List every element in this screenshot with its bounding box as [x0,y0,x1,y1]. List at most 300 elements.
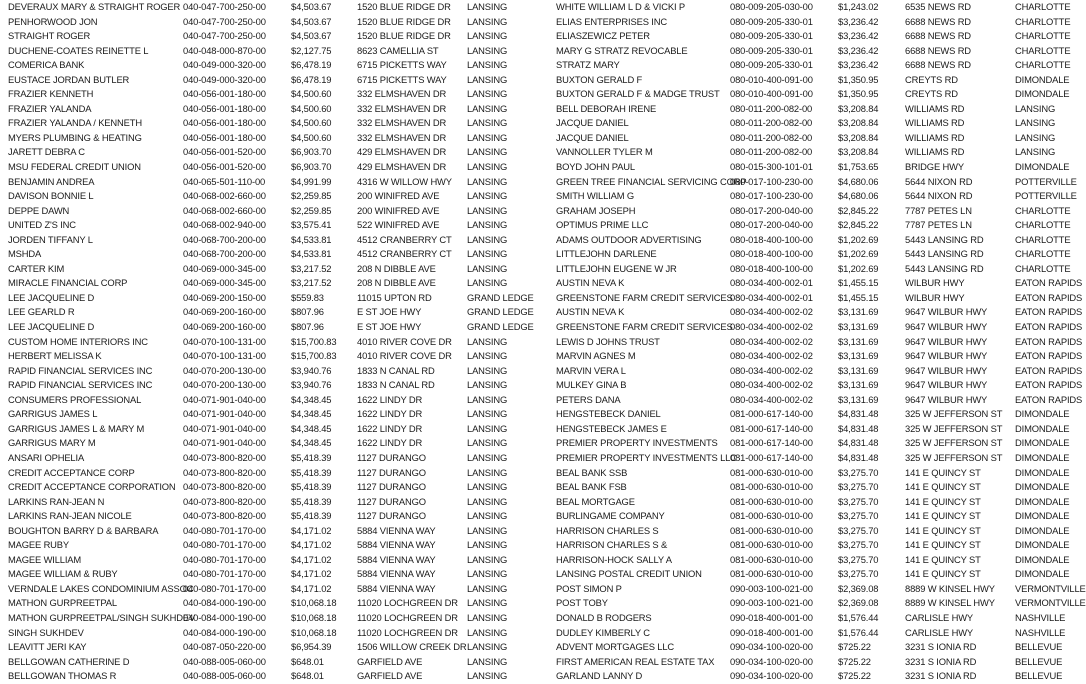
property-address: WILLIAMS RD [905,146,965,158]
amount: $5,418.39 [291,510,332,522]
amount: $4,171.02 [291,568,332,580]
city: EATON RAPIDS [1015,306,1083,318]
property-address: 141 E QUINCY ST [905,568,981,580]
city: BELLEVUE [1015,641,1063,653]
property-address: 6715 PICKETTS WAY [357,73,447,85]
property-address: CARLISLE HWY [905,626,974,638]
listing-row [0,15,540,30]
amount: $10,068.18 [291,597,337,609]
property-address: 9647 WILBUR HWY [905,350,988,362]
listing-row [548,567,1080,582]
amount: $3,208.84 [838,117,879,129]
parcel-number: 081-000-617-140-00 [730,422,813,434]
parcel-number: 081-000-630-010-00 [730,568,813,580]
listing-row [0,480,540,495]
city: DIMONDALE [1015,408,1070,420]
amount: $4,533.81 [291,233,332,245]
owner-name: PENHORWOOD JON [8,15,98,27]
parcel-number: 080-010-400-091-00 [730,73,813,85]
city: LANSING [467,408,508,420]
amount: $4,171.02 [291,582,332,594]
owner-name: PREMIER PROPERTY INVESTMENTS [556,437,718,449]
parcel-number: 080-034-400-002-02 [730,321,813,333]
city: LANSING [1015,102,1056,114]
listing-row [548,189,1080,204]
property-address: 5884 VIENNA WAY [357,553,436,565]
owner-name: SMITH WILLIAM G [556,190,634,202]
listing-row [548,29,1080,44]
city: LANSING [467,88,508,100]
parcel-number: 080-011-200-082-00 [730,131,813,143]
city: DIMONDALE [1015,422,1070,434]
amount: $2,845.22 [838,219,879,231]
owner-name: GREENSTONE FARM CREDIT SERVICES [556,291,733,303]
city: LANSING [467,539,508,551]
owner-name: BEAL BANK FSB [556,481,627,493]
city: LANSING [467,495,508,507]
listing-row [0,509,540,524]
listing-row [0,393,540,408]
owner-name: EUSTACE JORDAN BUTLER [8,73,130,85]
property-address: 9647 WILBUR HWY [905,306,988,318]
listing-row [0,655,540,670]
parcel-number: 080-011-200-082-00 [730,102,813,114]
listing-row [548,509,1080,524]
property-address: 429 ELMSHAVEN DR [357,161,447,173]
owner-name: LARKINS RAN-JEAN N [8,495,105,507]
amount: $1,455.15 [838,277,879,289]
property-address: 6715 PICKETTS WAY [357,59,447,71]
city: BELLEVUE [1015,655,1063,667]
owner-name: ELIAS ENTERPRISES INC [556,15,667,27]
parcel-number: 040-056-001-520-00 [183,146,266,158]
property-address: WILLIAMS RD [905,131,965,143]
listing-row [548,276,1083,291]
amount: $6,478.19 [291,59,332,71]
owner-name: DUDLEY KIMBERLY C [556,626,650,638]
amount: $3,275.70 [838,524,879,536]
city: LANSING [467,335,508,347]
property-address: 9647 WILBUR HWY [905,321,988,333]
owner-name: HARRISON-HOCK SALLY A [556,553,672,565]
city: EATON RAPIDS [1015,393,1083,405]
amount: $3,208.84 [838,131,879,143]
city: LANSING [467,437,508,449]
property-address: 11020 LOCHGREEN DR [357,611,458,623]
parcel-number: 090-003-100-021-00 [730,582,813,594]
owner-name: GREENSTONE FARM CREDIT SERVICES [556,321,733,333]
listing-row [548,73,1080,88]
owner-name: MATHON GURPREETPAL [8,597,117,609]
amount: $6,478.19 [291,73,332,85]
property-address: 11015 UPTON RD [357,291,432,303]
listing-row [548,233,1080,248]
property-address: 5443 LANSING RD [905,248,984,260]
parcel-number: 040-056-001-180-00 [183,117,266,129]
city: LANSING [467,422,508,434]
parcel-number: 040-087-050-220-00 [183,641,266,653]
listing-row [548,247,1080,262]
parcel-number: 080-011-200-082-00 [730,146,813,158]
city: LANSING [467,1,508,12]
amount: $3,275.70 [838,466,879,478]
amount: $1,753.65 [838,161,879,173]
city: LANSING [467,102,508,114]
property-address: 141 E QUINCY ST [905,539,981,551]
listing-row [0,29,540,44]
owner-name: MULKEY GINA B [556,379,627,391]
listing-row [548,131,1080,146]
city: POTTERVILLE [1015,190,1077,202]
listing-row [548,407,1080,422]
listing-row [0,364,540,379]
amount: $3,275.70 [838,481,879,493]
property-address: 7787 PETES LN [905,204,972,216]
listing-row [548,204,1080,219]
parcel-number: 040-047-700-250-00 [183,30,266,42]
owner-name: LARKINS RAN-JEAN NICOLE [8,510,132,522]
parcel-number: 040-065-501-110-00 [183,175,266,187]
listing-row [0,349,540,364]
amount: $3,275.70 [838,568,879,580]
owner-name: LEWIS D JOHNS TRUST [556,335,660,347]
owner-name: JARETT DEBRA C [8,146,85,158]
property-address: 6688 NEWS RD [905,44,971,56]
parcel-number: 040-073-800-820-00 [183,510,266,522]
amount: $4,503.67 [291,30,332,42]
listing-row [548,58,1080,73]
property-address: 5884 VIENNA WAY [357,568,436,580]
owner-name: RAPID FINANCIAL SERVICES INC [8,379,153,391]
parcel-number: 040-071-901-040-00 [183,422,266,434]
listing-row [548,538,1080,553]
listing-row [548,364,1083,379]
owner-name: GARLAND LANNY D [556,670,643,682]
listing-row [548,466,1080,481]
amount: $3,236.42 [838,30,879,42]
parcel-number: 040-069-200-150-00 [183,291,266,303]
property-address: 1127 DURANGO [357,451,426,463]
listing-row [0,305,540,320]
property-address: 141 E QUINCY ST [905,481,981,493]
listing-row [548,145,1080,160]
owner-name: JACQUE DANIEL [556,131,629,143]
property-address: 5884 VIENNA WAY [357,582,436,594]
city: LANSING [467,117,508,129]
parcel-number: 080-015-300-101-01 [730,161,813,173]
property-address: 141 E QUINCY ST [905,495,981,507]
parcel-number: 040-073-800-820-00 [183,495,266,507]
amount: $4,831.48 [838,451,879,463]
listing-row [0,44,540,59]
parcel-number: 081-000-617-140-00 [730,437,813,449]
owner-name: MARVIN AGNES M [556,350,636,362]
parcel-number: 040-088-005-060-00 [183,655,266,667]
parcel-number: 081-000-617-140-00 [730,451,813,463]
property-address: 9647 WILBUR HWY [905,364,988,376]
owner-name: BEAL BANK SSB [556,466,628,478]
listing-row [0,582,540,597]
listing-row [548,422,1080,437]
listing-row [548,291,1083,306]
city: EATON RAPIDS [1015,379,1083,391]
parcel-number: 040-068-700-200-00 [183,233,266,245]
amount: $4,171.02 [291,524,332,536]
listing-row [0,73,540,88]
amount: $1,576.44 [838,611,879,623]
owner-name: BENJAMIN ANDREA [8,175,95,187]
city: LANSING [467,393,508,405]
amount: $3,575.41 [291,219,332,231]
parcel-number: 080-034-400-002-02 [730,364,813,376]
parcel-number: 040-073-800-820-00 [183,451,266,463]
amount: $6,954.39 [291,641,332,653]
owner-name: JACQUE DANIEL [556,117,629,129]
property-address: 1520 BLUE RIDGE DR [357,30,451,42]
listing-row [548,451,1080,466]
listing-row [0,291,540,306]
city: DIMONDALE [1015,481,1070,493]
parcel-number: 080-034-400-002-02 [730,379,813,391]
property-address: 1833 N CANAL RD [357,364,435,376]
city: LANSING [467,350,508,362]
city: LANSING [1015,131,1056,143]
owner-name: ANSARI OPHELIA [8,451,85,463]
owner-name: BUXTON GERALD F [556,73,643,85]
amount: $1,202.69 [838,248,879,260]
parcel-number: 080-034-400-002-01 [730,277,813,289]
property-address: 1127 DURANGO [357,466,426,478]
listing-row [0,116,540,131]
property-address: 8889 W KINSEL HWY [905,597,995,609]
owner-name: BELL DEBORAH IRENE [556,102,657,114]
owner-name: CARTER KIM [8,262,65,274]
amount: $725.22 [838,670,871,682]
parcel-number: 081-000-630-010-00 [730,539,813,551]
parcel-number: 081-000-617-140-00 [730,408,813,420]
parcel-number: 040-080-701-170-00 [183,582,266,594]
amount: $4,533.81 [291,248,332,260]
city: LANSING [467,670,508,682]
property-address: 1520 BLUE RIDGE DR [357,1,451,12]
parcel-number: 040-056-001-520-00 [183,161,266,173]
owner-name: LITTLEJOHN DARLENE [556,248,657,260]
owner-name: GREEN TREE FINANCIAL SERVICING CORP [556,175,747,187]
city: LANSING [467,219,508,231]
amount: $3,236.42 [838,59,879,71]
owner-name: BURLINGAME COMPANY [556,510,665,522]
listing-row [0,102,540,117]
property-address: E ST JOE HWY [357,321,422,333]
amount: $2,259.85 [291,204,332,216]
owner-name: MSHDA [8,248,42,260]
property-address: BRIDGE HWY [905,161,964,173]
owner-name: PREMIER PROPERTY INVESTMENTS LLC [556,451,737,463]
parcel-number: 090-018-400-001-00 [730,626,813,638]
amount: $6,903.70 [291,161,332,173]
city: DIMONDALE [1015,73,1070,85]
property-address: 4010 RIVER COVE DR [357,350,452,362]
parcel-number: 040-047-700-250-00 [183,15,266,27]
parcel-number: 040-071-901-040-00 [183,437,266,449]
parcel-number: 090-034-100-020-00 [730,641,813,653]
amount: $4,503.67 [291,15,332,27]
property-address: E ST JOE HWY [357,306,422,318]
amount: $4,831.48 [838,437,879,449]
owner-name: ADAMS OUTDOOR ADVERTISING [556,233,702,245]
city: LANSING [467,466,508,478]
owner-name: DEVERAUX MARY & STRAIGHT ROGER [8,1,181,12]
city: LANSING [467,190,508,202]
parcel-number: 040-070-100-131-00 [183,350,266,362]
city: LANSING [467,481,508,493]
parcel-number: 080-018-400-100-00 [730,262,813,274]
property-address: 429 ELMSHAVEN DR [357,146,447,158]
amount: $6,903.70 [291,146,332,158]
listing-row [0,626,540,641]
amount: $1,350.95 [838,73,879,85]
city: LANSING [467,510,508,522]
owner-name: MAGEE RUBY [8,539,70,551]
listing-row [548,582,1086,597]
parcel-number: 090-034-100-020-00 [730,670,813,682]
owner-name: LEE JACQUELINE D [8,291,95,303]
city: DIMONDALE [1015,495,1070,507]
amount: $3,940.76 [291,379,332,391]
parcel-number: 040-070-100-131-00 [183,335,266,347]
amount: $4,680.06 [838,175,879,187]
amount: $3,131.69 [838,364,879,376]
city: LANSING [467,59,508,71]
property-address: 5644 NIXON RD [905,175,973,187]
owner-name: WHITE WILLIAM L D & VICKI P [556,1,685,12]
city: LANSING [467,582,508,594]
owner-name: AUSTIN NEVA K [556,306,625,318]
property-address: 332 ELMSHAVEN DR [357,131,447,143]
owner-name: MARY G STRATZ REVOCABLE [556,44,688,56]
amount: $2,127.75 [291,44,332,56]
parcel-number: 080-034-400-002-02 [730,306,813,318]
city: DIMONDALE [1015,451,1070,463]
parcel-number: 080-017-100-230-00 [730,190,813,202]
listing-row [0,218,540,233]
city: LANSING [467,30,508,42]
amount: $4,500.60 [291,102,332,114]
amount: $3,131.69 [838,379,879,391]
owner-name: MAGEE WILLIAM [8,553,82,565]
parcel-number: 080-009-205-030-00 [730,1,813,12]
parcel-number: 040-068-700-200-00 [183,248,266,260]
listing-row [548,596,1086,611]
property-address: 325 W JEFFERSON ST [905,437,1003,449]
property-address: 1520 BLUE RIDGE DR [357,15,451,27]
property-address: WILBUR HWY [905,291,965,303]
listing-row [0,640,540,655]
amount: $4,348.45 [291,422,332,434]
owner-name: VERNDALE LAKES CONDOMINIUM ASSOC [8,582,194,594]
city: LANSING [467,655,508,667]
city: LANSING [467,262,508,274]
owner-name: MARVIN VERA L [556,364,626,376]
owner-name: ADVENT MORTGAGES LLC [556,641,675,653]
property-address: 6688 NEWS RD [905,15,971,27]
listing-row [548,218,1080,233]
listing-row [548,669,1080,684]
property-address: 5644 NIXON RD [905,190,973,202]
city: CHARLOTTE [1015,30,1071,42]
listing-row [0,611,540,626]
city: CHARLOTTE [1015,1,1071,12]
property-address: 332 ELMSHAVEN DR [357,102,447,114]
listing-row [548,393,1083,408]
amount: $4,348.45 [291,437,332,449]
listing-row [548,0,1080,15]
property-address: 6688 NEWS RD [905,30,971,42]
parcel-number: 040-068-002-660-00 [183,204,266,216]
city: LANSING [467,451,508,463]
property-address: 3231 S IONIA RD [905,670,977,682]
city: CHARLOTTE [1015,219,1071,231]
listing-row [0,0,540,15]
city: NASHVILLE [1015,611,1066,623]
amount: $2,845.22 [838,204,879,216]
amount: $5,418.39 [291,495,332,507]
owner-name: JORDEN TIFFANY L [8,233,93,245]
parcel-number: 090-003-100-021-00 [730,597,813,609]
owner-name: FRAZIER YALANDA [8,102,92,114]
parcel-number: 080-034-400-002-02 [730,393,813,405]
parcel-number: 080-009-205-330-01 [730,30,813,42]
listing-row [548,102,1080,117]
amount: $3,236.42 [838,44,879,56]
city: LANSING [467,146,508,158]
parcel-number: 090-034-100-020-00 [730,655,813,667]
owner-name: GARRIGUS JAMES L & MARY M [8,422,145,434]
parcel-number: 040-084-000-190-00 [183,626,266,638]
listing-row [0,160,540,175]
property-address: 8623 CAMELLIA ST [357,44,439,56]
listing-row [0,87,540,102]
city: LANSING [467,131,508,143]
property-address: 9647 WILBUR HWY [905,379,988,391]
city: LANSING [1015,146,1056,158]
parcel-number: 080-034-400-002-02 [730,350,813,362]
owner-name: BELLGOWAN THOMAS R [8,670,117,682]
property-address: GARFIELD AVE [357,655,423,667]
property-address: 332 ELMSHAVEN DR [357,117,447,129]
parcel-number: 081-000-630-010-00 [730,495,813,507]
city: CHARLOTTE [1015,248,1071,260]
property-address: 1622 LINDY DR [357,408,423,420]
amount: $4,991.99 [291,175,332,187]
owner-name: POST SIMON P [556,582,622,594]
property-address: 325 W JEFFERSON ST [905,451,1003,463]
owner-name: LEE GEARLD R [8,306,75,318]
amount: $10,068.18 [291,611,337,623]
listing-row [548,320,1083,335]
city: LANSING [467,248,508,260]
listing-row [0,451,540,466]
owner-name: BEAL MORTGAGE [556,495,635,507]
listing-row [548,480,1080,495]
city: POTTERVILLE [1015,175,1077,187]
property-address: 1622 LINDY DR [357,422,423,434]
city: LANSING [467,611,508,623]
amount: $3,940.76 [291,364,332,376]
property-address: 141 E QUINCY ST [905,553,981,565]
parcel-number: 080-017-200-040-00 [730,204,813,216]
property-address: 1622 LINDY DR [357,437,423,449]
